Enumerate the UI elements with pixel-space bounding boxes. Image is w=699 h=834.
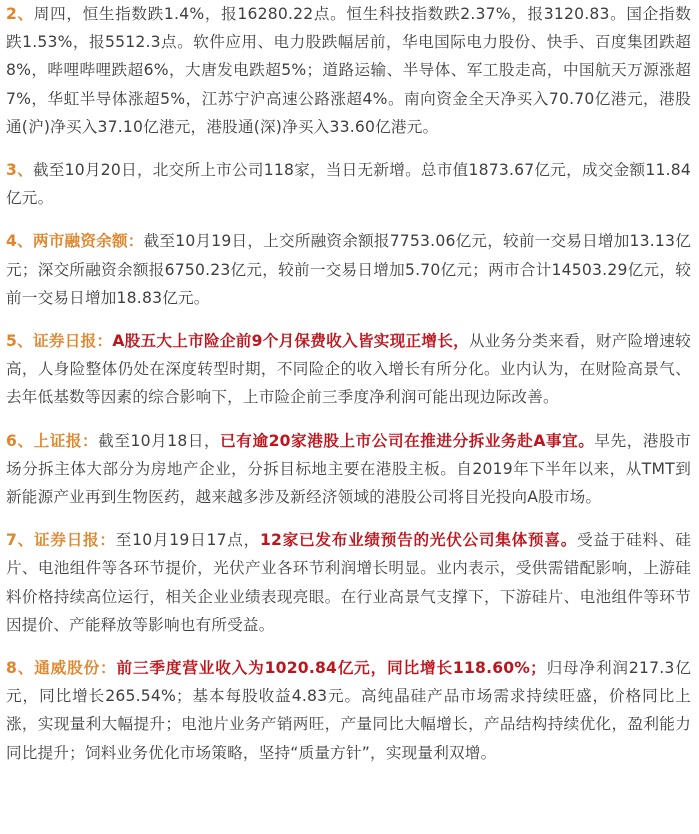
item-number: 7、	[6, 531, 34, 550]
item-text: 周四，恒生指数跌1.4%，报16280.22点。恒生科技指数跌2.37%，报3120.83。国企指数跌1.53%，报5512.3点。软件应用、电力股跌幅居前，华电国际电力股份、快手、百度集团跌超8%，哔哩哔哩跌超6%，大唐发电跌超5%；道路运输、半导体、军工股走高，中国航天万源涨超7%，华虹半导体涨超5%，江苏宁沪高速公路涨超4%。南向资金全天净买入70.70亿港元，港股通(沪)净买入37.10亿港元，港股通(深)净买入33.60亿港元。	[6, 5, 691, 136]
item-number: 4、	[6, 232, 33, 251]
item-source: 通威股份：	[34, 659, 117, 678]
item-source: 证券日报：	[33, 531, 116, 550]
item-text: 受益于硅料、硅片、电池组件等各环节提价，光伏产业各环节利润增长明显。业内表示，受供需错配影响，上游硅料价格持续高位运行，相关企业业绩表现亮眼。在行业高景气支撑下，下游硅片、电池组件等环节因提价、产能释放等影响也有所受益。	[6, 531, 691, 634]
news-item-3	[6, 156, 691, 212]
item-text-pre: 截至10月18日，	[98, 431, 221, 450]
item-highlight: 12家已发布业绩预告的光伏公司集体预喜。	[259, 531, 578, 550]
news-item-2	[6, 0, 691, 141]
item-number: 5、	[6, 332, 33, 351]
item-number: 6、	[6, 431, 34, 450]
item-highlight: A股五大上市险企前9个月保费收入皆实现正增长，	[112, 332, 469, 351]
item-number: 3、	[6, 161, 33, 180]
item-number: 2、	[6, 5, 34, 23]
item-highlight: 前三季度营业收入为1020.84亿元，同比增长118.60%；	[116, 659, 546, 678]
news-item-8	[6, 654, 691, 767]
item-text: 截至10月19日，上交所融资余额报7753.06亿元，较前一交易日增加13.13亿元；深交所融资余额报6750.23亿元，较前一交易日增加5.70亿元；两市合计14503.29亿元，较前一交易日增加18.83亿元。	[6, 232, 691, 307]
item-number: 8、	[6, 659, 35, 678]
item-text: 截至10月20日，北交所上市公司118家，当日无新增。总市值1873.67亿元，成交金额11.84亿元。	[6, 161, 691, 208]
news-item-6	[6, 427, 691, 512]
item-source: 两市融资余额：	[32, 232, 144, 251]
item-text: 从业务分类来看，财产险增速较高，人身险整体仍处在深度转型时期，不同险企的收入增长有所分化。业内认为，在财险高景气、去年低基数等因素的综合影响下，上市险企前三季度净利润可能出现边际改善。	[6, 332, 691, 407]
item-highlight: 已有逾20家港股上市公司在推进分拆业务赴A事宜。	[220, 431, 595, 450]
news-item-7	[6, 526, 691, 639]
item-text: 早先，港股市场分拆主体大部分为房地产企业，分拆目标地主要在港股主板。自2019年下半年以来，从TMT到新能源产业再到生物医药，越来越多涉及新经济领域的港股公司将目光投向A股市场。	[6, 431, 691, 507]
item-source: 上证报：	[33, 431, 99, 450]
news-item-4	[6, 227, 691, 312]
item-text-pre: 至10月19日17点，	[115, 531, 260, 550]
item-text: 归母净利润217.3亿元，同比增长265.54%；基本每股收益4.83元。高纯晶硅产品市场需求持续旺盛，价格同比上涨，实现量利大幅提升；电池片业务产销两旺，产量同比大幅增长，产品结构持续优化，盈利能力同比提升；饲料业务优化市场策略，坚持“质量方针”，实现量利双增。	[6, 659, 691, 762]
item-source: 证券日报：	[33, 332, 113, 351]
news-item-5	[6, 327, 691, 412]
